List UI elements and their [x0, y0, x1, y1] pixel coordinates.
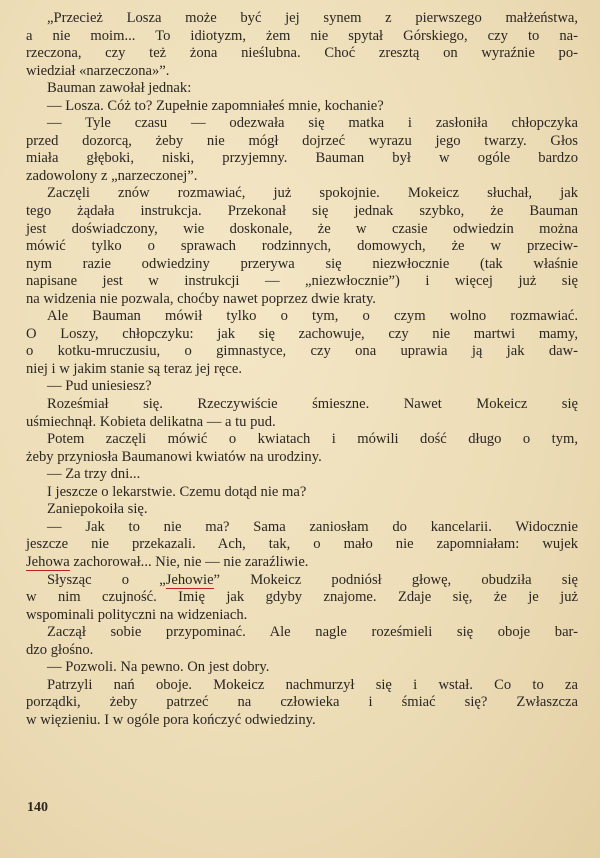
red-underlined-word: Jehowie	[165, 571, 214, 588]
text-line: w nim czujność. Imię jak gdyby znajome. Zdaje się, że je już	[26, 589, 578, 606]
text-line: mówić tylko o sprawach rodzinnych, domowych, że w przeciw-	[26, 238, 578, 255]
text-line: Zaczęli znów rozmawiać, już spokojnie. Mokeicz słuchał, jak	[47, 185, 578, 202]
text-line: rzeczona, czy też żona nieślubna. Choć zresztą on wyraźnie po-	[26, 45, 578, 62]
text-line: Zaczął sobie przypominać. Ale nagle roześmieli się oboje bar-	[47, 624, 578, 641]
text-line: nym razie odwiedziny przerywa się niezwłocznie (tak właśnie	[26, 255, 578, 272]
text-line: wiedział «narzeczona»”.	[26, 62, 170, 79]
text-line: niej i w jakim stanie są teraz jej ręce.	[26, 360, 242, 377]
red-underlined-word: Jehowa	[26, 553, 70, 570]
text-line: porządki, żeby patrzeć na człowieka i śmiać się? Zwłaszcza	[26, 694, 578, 711]
text-line: Roześmiał się. Rzeczywiście śmieszne. Nawet Mokeicz się	[47, 396, 578, 413]
text-line: — Tyle czasu — odezwała się matka i zasłoniła chłopczyka	[47, 115, 578, 132]
page-body-text	[26, 10, 578, 729]
text-line: Słysząc o „Jehowie” Mokeicz podniósł głowę, obudziła się	[47, 571, 579, 588]
text-line: tego żądała instrukcja. Przekonał się jednak szybko, że Bauman	[26, 203, 578, 220]
text-line: uśmiechnął. Kobieta delikatna — a tu pud.	[26, 413, 276, 430]
text-line: napisane jest w instrukcji — „niezwłocznie”) i więcej już się	[26, 273, 578, 290]
text-line: jeszcze nie przekazali. Ach, tak, o mało nie zapomniałam: wujek	[26, 536, 578, 553]
text-line: — Losza. Cóż to? Zupełnie zapomniałeś mnie, kochanie?	[47, 97, 384, 114]
text-line: I jeszcze o lekarstwie. Czemu dotąd nie ma?	[47, 483, 307, 500]
text-line: Potem zaczęli mówić o kwiatach i mówili dość długo o tym,	[47, 431, 578, 448]
text-line: miała głęboki, niski, przyjemny. Bauman był w ogóle bardzo	[26, 150, 578, 167]
text-line: Jehowa zachorował... Nie, nie — nie zaraźliwie.	[26, 553, 309, 570]
page-number: 140	[27, 800, 48, 815]
text-line: na widzenia nie pozwala, choćby nawet poprzez dwie kraty.	[26, 290, 376, 307]
text-line: dzo głośno.	[26, 641, 94, 658]
text-line: Ale Bauman mówił tylko o tym, o czym wolno rozmawiać.	[47, 308, 578, 325]
text-line: w więzieniu. I w ogóle pora kończyć odwiedziny.	[26, 711, 316, 728]
text-line: — Za trzy dni...	[47, 466, 141, 483]
text-line: przed dozorcą, żeby nie mógł dojrzeć wyrazu jego twarzy. Głos	[26, 132, 578, 149]
text-line: a nie moim... To idiotyzm, żem nie spytał Górskiego, czy to na-	[26, 27, 578, 44]
text-line: zadowolony z „narzeczonej”.	[26, 167, 198, 184]
text-line: O Loszy, chłopczyku: jak się zachowuje, czy nie martwi mamy,	[26, 325, 578, 342]
text-line: „Przecież Losza może być jej synem z pierwszego małżeństwa,	[47, 10, 578, 26]
text-line: — Jak to nie ma? Sama zaniosłam do kancelarii. Widocznie	[47, 518, 578, 535]
text-line: o kotku-mruczusiu, o gimnastyce, czy ona uprawia ją jak daw-	[26, 343, 578, 360]
text-line: Zaniepokoiła się.	[47, 501, 148, 518]
text-line: — Pud uniesiesz?	[47, 378, 152, 395]
text-line: — Pozwoli. Na pewno. On jest dobry.	[47, 659, 270, 676]
text-line: wspominali polityczni na widzeniach.	[26, 606, 248, 623]
text-line: Patrzyli nań oboje. Mokeicz nachmurzył się i wstał. Co to za	[47, 676, 578, 693]
text-line: jest doświadczony, wie doskonale, że w czasie odwiedzin można	[26, 220, 578, 237]
text-line: żeby przyniosła Baumanowi kwiatów na urodziny.	[26, 448, 322, 465]
text-line: Bauman zawołał jednak:	[47, 80, 192, 97]
